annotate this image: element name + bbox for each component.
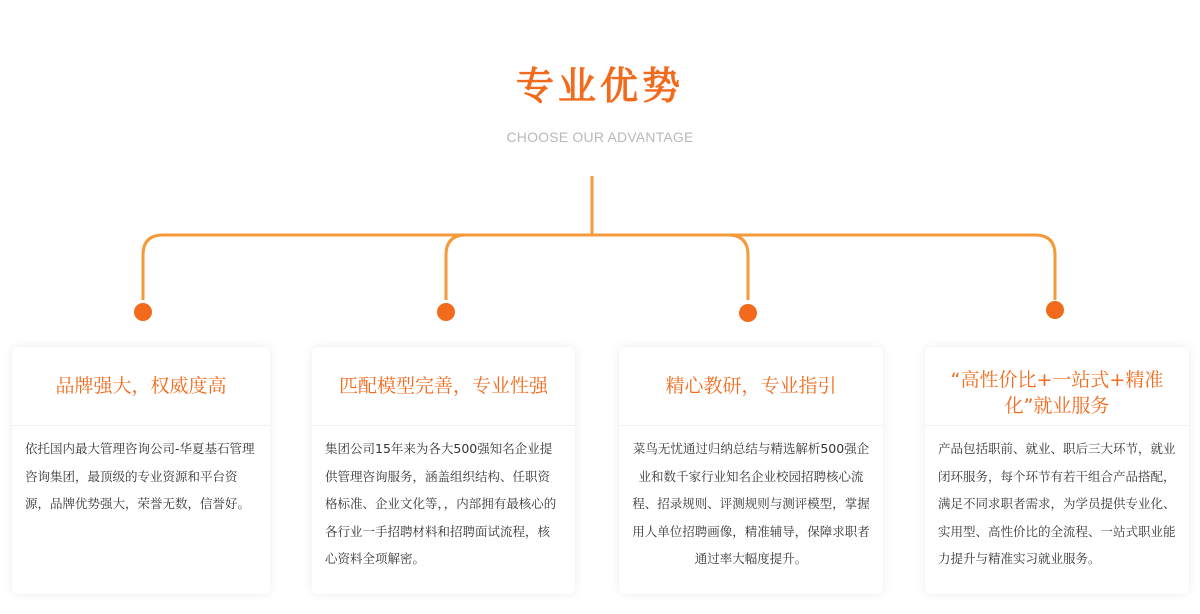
section-subtitle: CHOOSE OUR ADVANTAGE	[506, 129, 694, 145]
section-title: 专业优势	[515, 63, 684, 108]
card-title: 品牌强大，权威度高	[55, 375, 227, 397]
connector-branch-2	[446, 235, 466, 300]
connector-branch-4	[1035, 235, 1055, 300]
connector-dot-3	[739, 304, 757, 322]
card-title: “高性价比+一站式+精准化”就业服务	[950, 369, 1164, 417]
connector-branch-1	[143, 235, 163, 300]
connector-dot-2	[437, 303, 455, 321]
card-title: 精心教研，专业指引	[665, 375, 837, 397]
card-text: 集团公司15年来为各大500强知名企业提供管理咨询服务，涵盖组织结构、任职资格标准、企业文化等，，内部拥有最核心的各行业一手招聘材料和招聘面试流程，核心资料全项解密。	[325, 441, 557, 566]
card-title: 匹配模型完善，专业性强	[338, 375, 548, 397]
advantage-card-brand	[12, 347, 270, 594]
connector-dot-1	[134, 303, 152, 321]
advantage-card-service	[925, 347, 1189, 594]
connector-dot-4	[1046, 301, 1064, 319]
card-divider	[925, 425, 1189, 426]
card-divider	[312, 425, 575, 426]
advantage-card-model	[312, 347, 575, 594]
card-divider	[12, 425, 270, 426]
card-text: 产品包括职前、就业、职后三大环节，就业闭环服务，每个环节有若干组合产品搭配，满足不同求职者需求，为学员提供专业化、实用型、高性价比的全流程、一站式职业能力提升与精准实习就业服务。	[938, 441, 1176, 566]
card-divider	[619, 425, 883, 426]
card-text: 依托国内最大管理咨询公司-华夏基石管理咨询集团，最顶级的专业资源和平台资源，品牌优势强大，荣誉无数，信誉好。	[25, 441, 255, 511]
advantage-card-research	[619, 347, 883, 594]
connector-branch-3	[728, 235, 748, 300]
card-text: 菜鸟无忧通过归纳总结与精选解析500强企业和数千家行业知名企业校园招聘核心流程、招录规则、评测规则与测评模型，掌握用人单位招聘画像，精准辅导，保障求职者通过率大幅度提升。	[632, 441, 870, 566]
